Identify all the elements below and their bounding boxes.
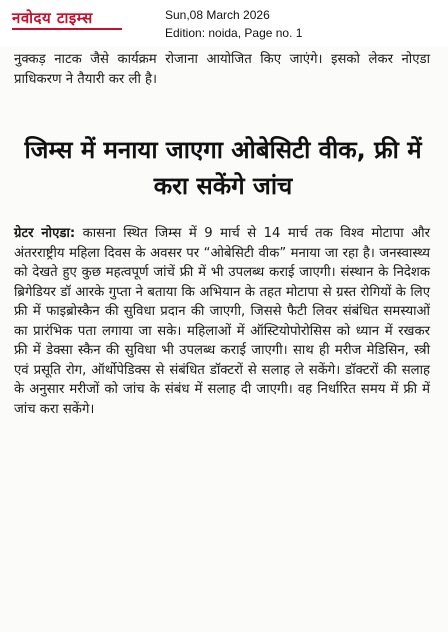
logo-underline	[12, 28, 122, 30]
article-dateline: ग्रेटर नोएडा:	[14, 226, 76, 241]
article-body	[14, 224, 430, 419]
article-top-text: नुक्कड़ नाटक जैसे कार्यक्रम रोजाना आयोजित किए जाएंगे। इसको लेकर नोएडा प्राधिकरण ने तैयारी कर ली है।	[14, 52, 430, 87]
page-header	[0, 0, 448, 44]
edition-meta	[165, 6, 302, 42]
edition-date: Sun,08 March 2026	[165, 8, 270, 22]
edition-page: Edition: noida, Page no. 1	[165, 26, 303, 40]
newspaper-logo: नवोदय टाइम्स	[12, 9, 93, 27]
article-body-text: कासना स्थित जिम्स में 9 मार्च से 14 मार्च तक विश्व मोटापा और अंतरराष्ट्रीय महिला दिवस के अवसर पर “ओबेसिटी वीक” मनाया जा रहा है। जनस्वास्थ्य को देखते हुए कुछ महत्वपूर्ण जांचें फ्री में भी उपलब्ध कराई जाएगी। संस्थान के निदेशक ब्रिगेडियर डॉ आरके गुप्ता ने बताया कि अभियान के तहत मोटापा से ग्रस्त रोगियों के लिए फ्री में फाइब्रोस्कैन की सुविधा प्रदान की जाएगी, जिससे फैटी लिवर संबंधित समस्याओं का प्रारंभिक पता लगाया जा सके। महिलाओं में ऑस्टियोपोरोसिस को ध्यान में रखकर फ्री में डेक्सा स्कैन की सुविधा भी उपलब्ध कराई जाएगी। साथ ही मरीज मेडिसिन, स्त्री एवं प्रसूति रोग, ऑर्थोपेडिक्स से संबंधित डॉक्टरों से सलाह ले सकेंगे। डॉक्टरों की सलाह के अनुसार मरीजों को जांच के संबंध में सलाह दी जाएगी। वह निर्धारित समय में फ्री में जांच करा सकेंगे।	[14, 226, 430, 417]
article-headline: जिम्स में मनाया जाएगा ओबेसिटी वीक, फ्री में करा सकेंगे जांच	[24, 136, 422, 200]
